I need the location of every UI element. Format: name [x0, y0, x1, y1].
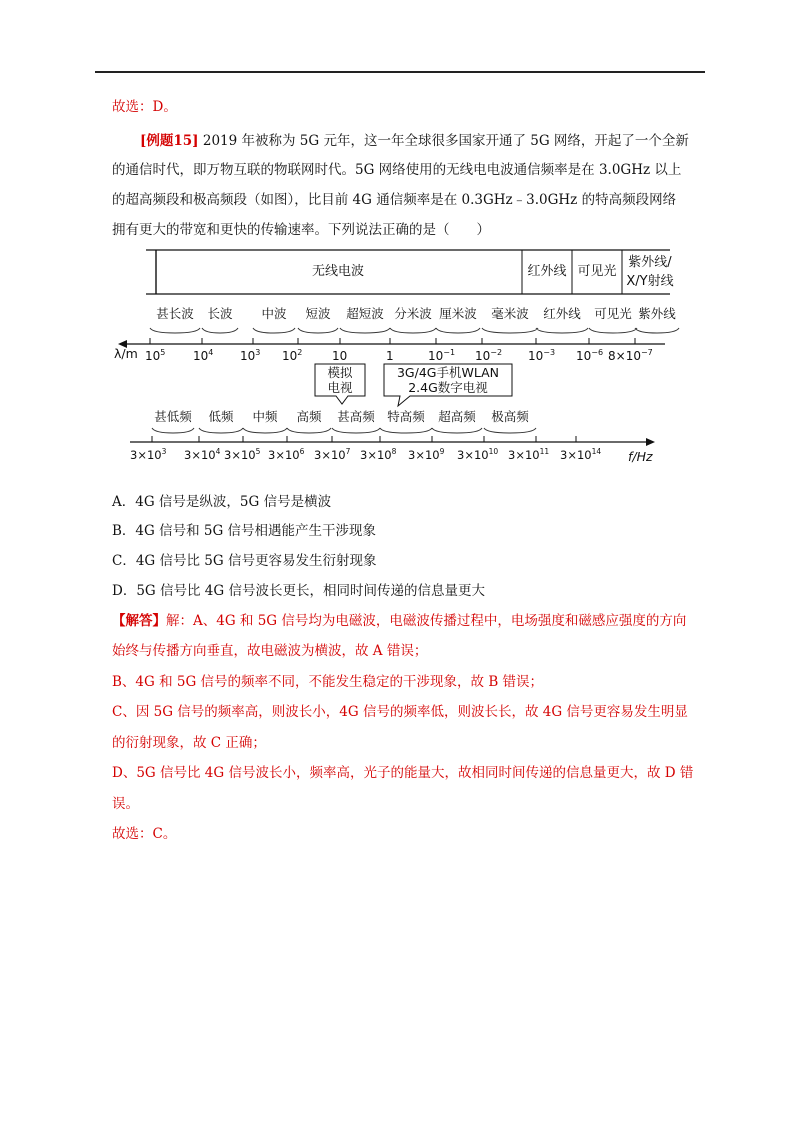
- lambda-tick: $10^{-1}$: [428, 348, 456, 363]
- wave-label-infrared: 红外线: [543, 306, 581, 321]
- band-label-uhf: 特高频: [387, 409, 425, 424]
- lambda-tick: $10^4$: [193, 348, 214, 363]
- wave-label-millimeter: 毫米波: [491, 306, 529, 321]
- question-line-2: 的通信时代，即万物互联的物联网时代。5G 网络使用的无线电电波通信频率是在 3.0GHz 以上: [112, 162, 682, 178]
- freq-tick: $3\times 10^3$: [130, 447, 167, 462]
- answer-line-4: C、因 5G 信号的频率高，则波长小，4G 信号的频率低，则波长长，故 4G 信号更容易发生明显: [112, 704, 688, 720]
- wave-label-vlf: 甚长波: [156, 306, 194, 321]
- previous-answer: 故选：D。: [112, 99, 177, 115]
- em-spectrum-figure: [110, 248, 676, 470]
- answer-line-6: D、5G 信号比 4G 信号波长小，频率高，光子的能量大，故相同时间传递的信息量更大，故 D 错: [112, 765, 694, 781]
- freq-tick: $3\times 10^8$: [360, 447, 397, 462]
- lambda-tick: $10^{-6}$: [576, 348, 604, 363]
- lambda-tick-labels: [145, 348, 653, 363]
- wave-label-visible: 可见光: [594, 306, 632, 321]
- lambda-tick: $10^5$: [145, 348, 166, 363]
- freq-tick: $3\times 10^{14}$: [560, 447, 602, 462]
- freq-tick: $3\times 10^4$: [184, 447, 221, 462]
- wave-name-labels: [156, 306, 676, 321]
- callout-analog-tv: [315, 364, 365, 404]
- freq-axis-label: f/Hz: [628, 449, 653, 464]
- final-answer: 故选：C。: [112, 826, 177, 842]
- lambda-axis-label: λ/m: [114, 346, 138, 361]
- example-tag: [例题15]: [140, 133, 199, 149]
- svg-text:2.4G数字电视: 2.4G数字电视: [408, 380, 488, 395]
- arrow-right-icon: [646, 438, 655, 446]
- option-c: C．4G 信号比 5G 信号更容易发生衍射现象: [112, 553, 377, 569]
- freq-tick: $3\times 10^{10}$: [457, 447, 499, 462]
- wave-label-centimeter: 厘米波: [439, 306, 477, 321]
- question-line-4: 拥有更大的带宽和更快的传输速率。下列说法正确的是（ ）: [112, 222, 490, 238]
- lambda-tick: $8\times 10^{-7}$: [608, 348, 653, 363]
- band-label-vhf: 甚高频: [337, 409, 375, 424]
- freq-tick-labels: [130, 447, 601, 462]
- box-radio: 无线电波: [311, 264, 365, 279]
- band-braces: [152, 428, 536, 433]
- freq-tick: $3\times 10^5$: [224, 447, 261, 462]
- band-label-lf: 低频: [208, 409, 234, 424]
- lambda-tick: $10^2$: [282, 348, 303, 363]
- wave-label-medium: 中波: [261, 306, 287, 321]
- svg-text:电视: 电视: [327, 380, 353, 395]
- svg-text:模拟: 模拟: [327, 365, 353, 380]
- lambda-tick: $10^{-2}$: [475, 348, 503, 363]
- wave-label-decimeter: 分米波: [394, 306, 432, 321]
- svg-text:3G/4G手机WLAN: 3G/4G手机WLAN: [396, 365, 500, 380]
- question-line-1: [例题15] 2019 年被称为 5G 元年，这一年全球很多国家开通了 5G 网络，开起了一个全新: [140, 133, 689, 149]
- freq-tick: $3\times 10^6$: [268, 447, 305, 462]
- band-label-vlf: 甚低频: [154, 409, 192, 424]
- lambda-tick: $10^{-3}$: [528, 348, 556, 363]
- wave-label-short: 短波: [305, 306, 331, 321]
- answer-line-2: 始终与传播方向垂直，故电磁波为横波，故 A 错误；: [112, 643, 428, 659]
- frequency-axis: [130, 436, 655, 446]
- band-label-hf: 高频: [296, 409, 322, 424]
- answer-line-7: 误。: [112, 796, 139, 812]
- header-rule: [95, 71, 705, 73]
- option-a: A．4G 信号是纵波，5G 信号是横波: [112, 494, 332, 510]
- lambda-tick: 1: [386, 349, 394, 363]
- lambda-tick: $10^3$: [240, 348, 261, 363]
- answer-tag: 【解答】: [112, 613, 166, 629]
- wavelength-axis: [118, 338, 665, 348]
- box-xray: X/Y射线: [626, 274, 674, 289]
- lambda-tick: 10: [332, 349, 348, 363]
- option-d: D．5G 信号比 4G 信号波长更长，相同时间传递的信息量更大: [112, 583, 485, 599]
- answer-line-3: B、4G 和 5G 信号的频率不同，不能发生稳定的干涉现象，故 B 错误；: [112, 674, 544, 690]
- answer-line-1: 【解答】解：A、4G 和 5G 信号均为电磁波，电磁波传播过程中，电场强度和磁感应强度的方向: [112, 613, 687, 629]
- answer-line-5: 的衍射现象，故 C 正确；: [112, 735, 266, 751]
- band-name-labels: [154, 409, 529, 424]
- box-uv: 紫外线/: [628, 255, 672, 270]
- option-b: B．4G 信号和 5G 信号相遇能产生干涉现象: [112, 523, 377, 539]
- wave-label-ultrashort: 超短波: [346, 306, 384, 321]
- box-visible: 可见光: [577, 264, 617, 279]
- freq-tick: $3\times 10^9$: [408, 447, 445, 462]
- question-line-3: 的超高频段和极高频段（如图），比目前 4G 通信频率是在 0.3GHz﹣3.0GHz 的特高频段网络: [112, 192, 677, 208]
- freq-tick: $3\times 10^{11}$: [508, 447, 550, 462]
- wave-label-uv: 紫外线: [638, 306, 676, 321]
- band-label-mf: 中频: [252, 409, 278, 424]
- wave-label-long: 长波: [207, 306, 233, 321]
- freq-tick: $3\times 10^7$: [314, 447, 351, 462]
- box-infrared: 红外线: [527, 264, 567, 279]
- callout-3g4g-wlan: [384, 364, 512, 406]
- band-label-ehf: 极高频: [491, 409, 529, 424]
- wave-braces: [150, 328, 679, 333]
- band-label-shf: 超高频: [438, 409, 476, 424]
